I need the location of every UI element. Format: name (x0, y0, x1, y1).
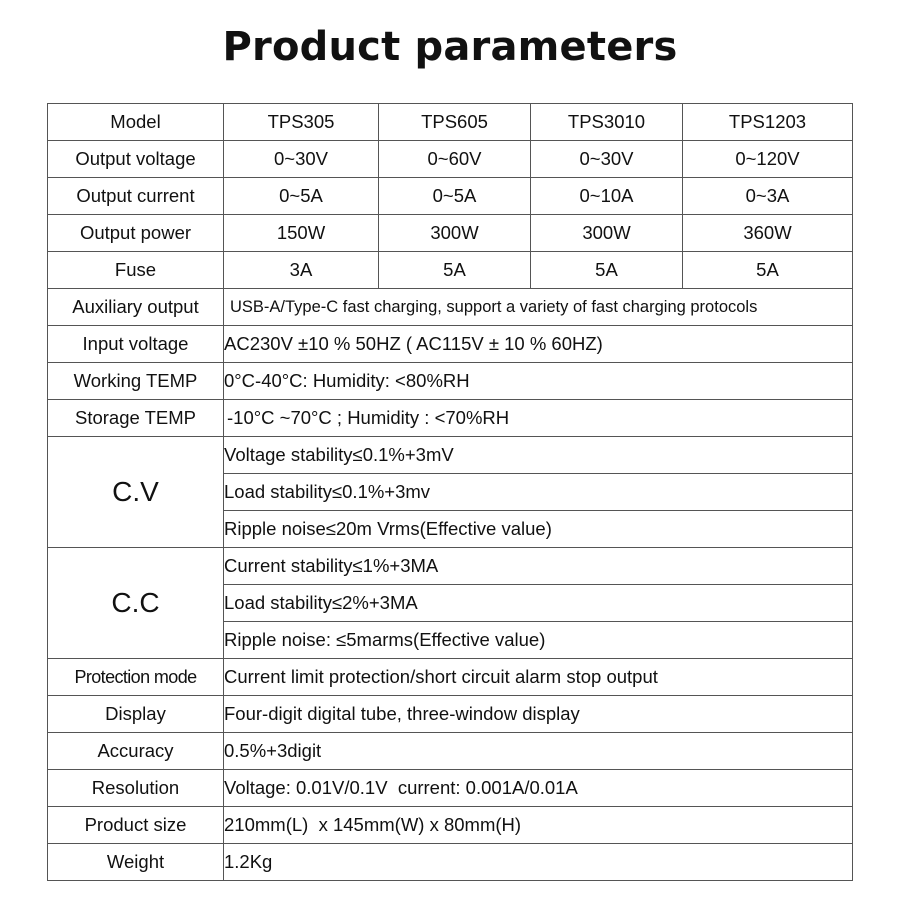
cell-value: 0~120V (683, 141, 853, 178)
table-row-fuse (48, 252, 853, 289)
cell-value: 360W (683, 215, 853, 252)
cell-value: Load stability≤0.1%+3mv (224, 474, 853, 511)
cell-value: USB-A/Type-C fast charging, support a variety of fast charging protocols (224, 289, 853, 326)
table-row-resolution (48, 770, 853, 807)
cell-value: Current limit protection/short circuit alarm stop output (224, 659, 853, 696)
row-label-output-power: Output power (48, 215, 224, 252)
table-row-display (48, 696, 853, 733)
table-row-accuracy (48, 733, 853, 770)
row-label-resolution: Resolution (48, 770, 224, 807)
cell-value: 0~5A (379, 178, 531, 215)
table-row-input-voltage (48, 326, 853, 363)
row-label-accuracy: Accuracy (48, 733, 224, 770)
model-tps1203: TPS1203 (683, 104, 853, 141)
table-row-weight (48, 844, 853, 881)
cell-value: Voltage stability≤0.1%+3mV (224, 437, 853, 474)
cell-value: Four-digit digital tube, three-window display (224, 696, 853, 733)
parameters-table (47, 103, 853, 881)
row-label-protection-mode: Protection mode (48, 659, 224, 696)
table-row-output-power (48, 215, 853, 252)
cell-value: 0.5%+3digit (224, 733, 853, 770)
cell-value: AC230V ±10 % 50HZ ( AC115V ± 10 % 60HZ) (224, 326, 853, 363)
row-label-output-voltage: Output voltage (48, 141, 224, 178)
table-row-cv (48, 437, 853, 474)
cell-value: 0~5A (224, 178, 379, 215)
row-label-cv: C.V (48, 437, 224, 548)
table-row-output-voltage (48, 141, 853, 178)
cell-value: 0~10A (531, 178, 683, 215)
cell-value: Load stability≤2%+3MA (224, 585, 853, 622)
cell-value: 0°C-40°C: Humidity: <80%RH (224, 363, 853, 400)
cell-value: 150W (224, 215, 379, 252)
cell-value: Ripple noise: ≤5marms(Effective value) (224, 622, 853, 659)
cell-value: 1.2Kg (224, 844, 853, 881)
cell-value: Voltage: 0.01V/0.1V current: 0.001A/0.01A (224, 770, 853, 807)
model-tps3010: TPS3010 (531, 104, 683, 141)
model-tps605: TPS605 (379, 104, 531, 141)
table-row-protection-mode (48, 659, 853, 696)
table-row-model (48, 104, 853, 141)
cell-value: 300W (379, 215, 531, 252)
table-row-storage-temp (48, 400, 853, 437)
row-label-fuse: Fuse (48, 252, 224, 289)
row-label-weight: Weight (48, 844, 224, 881)
row-label-display: Display (48, 696, 224, 733)
row-label-model: Model (48, 104, 224, 141)
page-title: Product parameters (222, 24, 678, 70)
row-label-cc: C.C (48, 548, 224, 659)
model-tps305: TPS305 (224, 104, 379, 141)
row-label-output-current: Output current (48, 178, 224, 215)
row-label-working-temp: Working TEMP (48, 363, 224, 400)
cell-value: 0~60V (379, 141, 531, 178)
row-label-auxiliary-output: Auxiliary output (48, 289, 224, 326)
table-row-product-size (48, 807, 853, 844)
cell-value: 5A (683, 252, 853, 289)
cell-value: 0~3A (683, 178, 853, 215)
cell-value: 0~30V (224, 141, 379, 178)
cell-value: 5A (379, 252, 531, 289)
cell-value: -10°C ~70°C ; Humidity : <70%RH (224, 400, 853, 437)
cell-value: Current stability≤1%+3MA (224, 548, 853, 585)
cell-value: 210mm(L) x 145mm(W) x 80mm(H) (224, 807, 853, 844)
table-row-cc (48, 548, 853, 585)
row-label-storage-temp: Storage TEMP (48, 400, 224, 437)
cell-value: 5A (531, 252, 683, 289)
cell-value: Ripple noise≤20m Vrms(Effective value) (224, 511, 853, 548)
cell-value: 3A (224, 252, 379, 289)
table-row-working-temp (48, 363, 853, 400)
row-label-product-size: Product size (48, 807, 224, 844)
table-row-output-current (48, 178, 853, 215)
table-row-auxiliary-output (48, 289, 853, 326)
row-label-input-voltage: Input voltage (48, 326, 224, 363)
cell-value: 0~30V (531, 141, 683, 178)
cell-value: 300W (531, 215, 683, 252)
